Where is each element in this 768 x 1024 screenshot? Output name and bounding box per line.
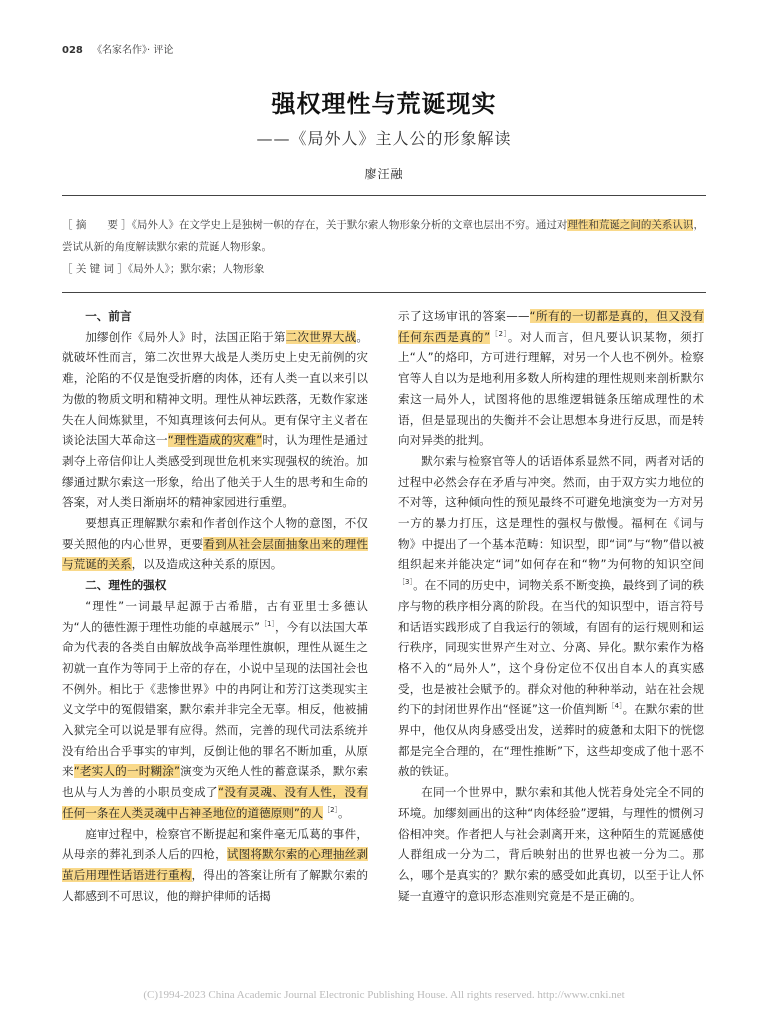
abstract-paragraph [62, 214, 706, 258]
page-number: 028 [62, 45, 83, 56]
body-paragraph: 庭审过程中，检察官不断提起和案件毫无瓜葛的事件，从母亲的葬礼到杀人后的四枪，试图将默尔索的心理抽丝剥茧后用理性话语进行重构，得出的答案让所有了解默尔索的人都感到不可思议，他的辩护律师的话揭 [62, 826, 368, 903]
keywords-text: 《局外人》；默尔索；人物形象 [127, 263, 265, 275]
author-name: 廖汪融 [364, 167, 404, 181]
keywords-line [62, 258, 706, 280]
left-column [62, 306, 368, 906]
top-divider [62, 195, 706, 196]
citation-ref: ［4］ [607, 702, 623, 711]
abstract-text: 《局外人》在文学史上是独树一帜的存在，关于默尔索人物形象分析的文章也层出不穷。通过对 [131, 219, 568, 231]
body-paragraph: 在同一个世界中，默尔索和其他人恍若身处完全不同的环境。加缪刻画出的这种“肉体经验”逻辑，与理性的惯例习俗相冲突。作者把人与社会剥离开来，这种陌生的荒诞感使人群组成一分为二，背后映射出的世界也被一分为二。那么，哪个是真实的？默尔索的感受如此真切，以至于让人怀疑一直遵守的意识形态准则究竟是不是正确的。 [398, 785, 704, 903]
section-heading: 二、理性的强权 [85, 578, 167, 593]
highlight: “没有灵魂、没有人性，没有任何一条在人类灵魂中占神圣地位的道德原则”的人 [62, 785, 368, 820]
highlight: 试图将默尔索的心理抽丝剥茧后用理性话语进行重构 [62, 847, 368, 882]
running-header [62, 41, 173, 56]
citation-ref: ［2］ [490, 329, 508, 338]
citation-ref: ［2］ [323, 806, 339, 815]
body-paragraph: “理性”一词最早起源于古希腊，古有亚里士多德认为“人的德性源于理性功能的卓越展示”$^{[1]}$，今有以法国大革命为代表的各类自由解放战争高举理性旗帜，理性从诞生之初就一直作为等同于上帝的存在，小说中呈现的法国社会也不例外。相比于《悲惨世界》中的冉阿让和芳汀这类现实主义文学中的冤假错案，默尔索并非完全无辜。相反，他被捕入狱完全可以说是罪有应得。然而，完善的现代司法系统并没有给出合乎事实的审判，反倒让他的罪名不断加重，从原来“老实人的一时糊涂”演变为灭绝人性的蓄意谋杀，默尔索也从与人为善的小职员变成了“没有灵魂、没有人性，没有任何一条在人类灵魂中占神圣地位的道德原则”的人$^{[2]}$。 [62, 598, 368, 820]
abstract-label: ［ 摘 要 ］ [62, 219, 132, 231]
highlight: 看到从社会层面抽象出来的理性与荒诞的关系 [62, 536, 368, 572]
citation-ref: ［1］ [259, 619, 276, 628]
highlight: “所有的一切都是真的，但又没有任何东西是真的” [398, 309, 704, 344]
keywords-label: ［ 关 键 词 ］ [62, 263, 128, 275]
body-paragraph: 加缪创作《局外人》时，法国正陷于第二次世界大战。就破坏性而言，第二次世界大战是人类历史上史无前例的灾难，沦陷的不仅是饱受折磨的肉体，还有人类一直以来引以为傲的物质文明和精神文明。理性从神坛跌落，无数作家迷失在人间炼狱里，不知真理该何去何从。更有保守主义者在谈论法国大革命这一“理性造成的灾难”时，认为理性是通过剥夺上帝信仰让人类感受到现世危机来实现强权的统治。加缪通过默尔索这一形象，给出了他关于人生的思考和生命的答案，对人类日渐崩坏的精神家园进行重塑。 [62, 329, 368, 510]
section-heading: 一、前言 [85, 309, 132, 323]
article-title: 强权理性与荒诞现实 [271, 89, 497, 118]
body-paragraph: 示了这场审讯的答案——“所有的一切都是真的，但又没有任何东西是真的”$^{[2]}$。对人而言，但凡要认识某物，须打上“人”的烙印，方可进行理解，对另一个人也不例外。检察官等人自以为是地利用多数人所构建的理性规则来剖析默尔索这一局外人，试图将他的思维逻辑链条压缩成理性的术语，但是显现出的失衡并不会让思想本身进行反思，而是转向对异类的批判。 [398, 309, 704, 448]
highlight: 理性和荒诞之间的关系认识 [567, 219, 694, 231]
citation-ref: ［3］ [398, 578, 414, 587]
copyright-footer: (C)1994-2023 China Academic Journal Electronic Publishing House. All rights reserved. http://www.cnki.net [143, 989, 625, 1001]
highlight: “老实人的一时糊涂” [73, 764, 180, 779]
abstract-block [62, 214, 706, 280]
journal-name: 《名家名作》· 评论 [92, 45, 174, 56]
right-column [398, 306, 704, 906]
body-paragraph: 默尔索与检察官等人的话语体系显然不同，两者对话的过程中必然会存在矛盾与冲突。然而，由于双方实力地位的不对等，这种倾向性的预见最终不可避免地演变为一方对另一方的暴力打压，这是理性的强权与傲慢。福柯在《词与物》中提出了一个基本范畴：知识型，即“词”与“物”借以被组织起来并能决定“词”如何存在和“物”为何物的知识空间$^{[3]}$。在不同的历史中，词物关系不断变换，最终到了词的秩序与物的秩序相分离的阶段。在当代的知识型中，语言符号和话语实践形成了自我运行的领域，有固有的运行规则和运行秩序，同现实世界产生对立、分离、异化。默尔索作为格格不入的“局外人”，这个身份定位不仅出自本人的真实感受，也是被社会赋予的。群众对他的种种举动，站在社会规约下的封闭世界作出“怪诞”这一价值判断$^{[4]}$。在默尔索的世界中，他仅从肉身感受出发，送葬时的疲惫和太阳下的恍惚都是完全合理的，在“理性推断”下，这些却变成了他十恶不赦的铁证。 [398, 453, 704, 779]
highlight: 二次世界大战 [285, 329, 357, 344]
bottom-divider [62, 292, 706, 293]
body-paragraph: 要想真正理解默尔索和作者创作这个人物的意图，不仅要关照他的内心世界，更要看到从社会层面抽象出来的理性与荒诞的关系，以及造成这种关系的原因。 [62, 516, 368, 572]
article-subtitle: ——《局外人》主人公的形象解读 [256, 129, 512, 148]
highlight: “理性造成的灾难” [167, 433, 263, 448]
abstract-text: ，尝试从新的角度解读默尔索的荒诞人物形象。 [62, 219, 704, 253]
